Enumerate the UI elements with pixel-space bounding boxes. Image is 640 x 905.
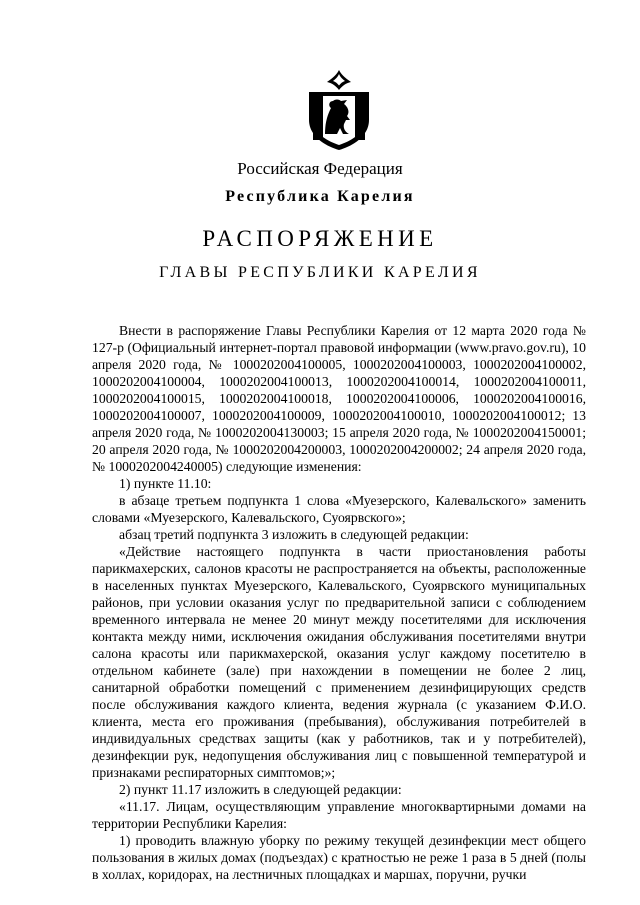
coat-of-arms-icon [303, 68, 375, 152]
country-name: Российская Федерация [237, 159, 403, 178]
document-type: РАСПОРЯЖЕНИЕ [202, 226, 438, 251]
body-paragraph: «11.17. Лицам, осуществляющим управление многоквартирными домами на территории Республики Карелия: [92, 799, 586, 831]
body-paragraph: «Действие настоящего подпункта в части приостановления работы парикмахерских, салонов красоты не распространяется на объекты, расположенные в населенных пунктах Муезерского, Калевальского, Суоярвского муниципальных районов, при условии оказания услуг по предварительной записи с соблюдением временного интервала не менее 20 минут между посетителями для исключения контакта между ними, исключения ожидания обслуживания посетителями внутри салона красоты или парикмахерской, оказания услуг каждому посетителю в отдельном кабинете (зале) при нахождении в помещении не более 2 лиц, санитарной обработки помещений с применением дезинфицирующих средств после обслуживания каждого клиента, ведения журнала (с указанием Ф.И.О. клиента, места его проживания (пребывания), обслуживания потребителей в индивидуальных средствах защиты (как у работников, так и у потребителей), дезинфекции рук, недопущения обслуживания лиц с повышенной температурой и признаками респираторных симптомов;»; [92, 544, 586, 780]
body-paragraph: 1) пункте 11.10: [119, 476, 212, 491]
body-paragraph: 1) проводить влажную уборку по режиму текущей дезинфекции мест общего пользования в жилых домах (подъездах) с кратностью не реже 1 раза в 5 дней (полы в холлах, коридорах, на лестничных площадках и маршах, поручни, ручки [92, 833, 586, 882]
body-paragraph: 2) пункт 11.17 изложить в следующей редакции: [119, 782, 402, 797]
body-paragraph: в абзаце третьем подпункта 1 слова «Муезерского, Калевальского» заменить словами «Муезерского, Калевальского, Суоярвского»; [92, 493, 586, 525]
body-paragraph: Внести в распоряжение Главы Республики Карелия от 12 марта 2020 года № 127-р (Официальный интернет-портал правовой информации (www.pravo.gov.ru), 10 апреля 2020 года, № 1000202004100005, 1000202004100003, 1000202004100002, 1000202004100004, 1000202004100013, 1000202004100014, 1000202004100011, 1000202004100015, 1000202004100018, 1000202004100006, 1000202004100016, 1000202004100007, 1000202004100009, 1000202004100010, 1000202004100012; 13 апреля 2020 года, № 1000202004130003; 15 апреля 2020 года, № 1000202004150001; 20 апреля 2020 года, № 1000202004200003, 1000202004200002; 24 апреля 2020 года, № 1000202004240005) следующие изменения: [92, 323, 586, 474]
document-issuer: ГЛАВЫ РЕСПУБЛИКИ КАРЕЛИЯ [159, 264, 481, 281]
republic-name: Республика Карелия [225, 188, 415, 205]
body-paragraph: абзац третий подпункта 3 изложить в следующей редакции: [119, 527, 469, 542]
document-body [92, 322, 586, 883]
